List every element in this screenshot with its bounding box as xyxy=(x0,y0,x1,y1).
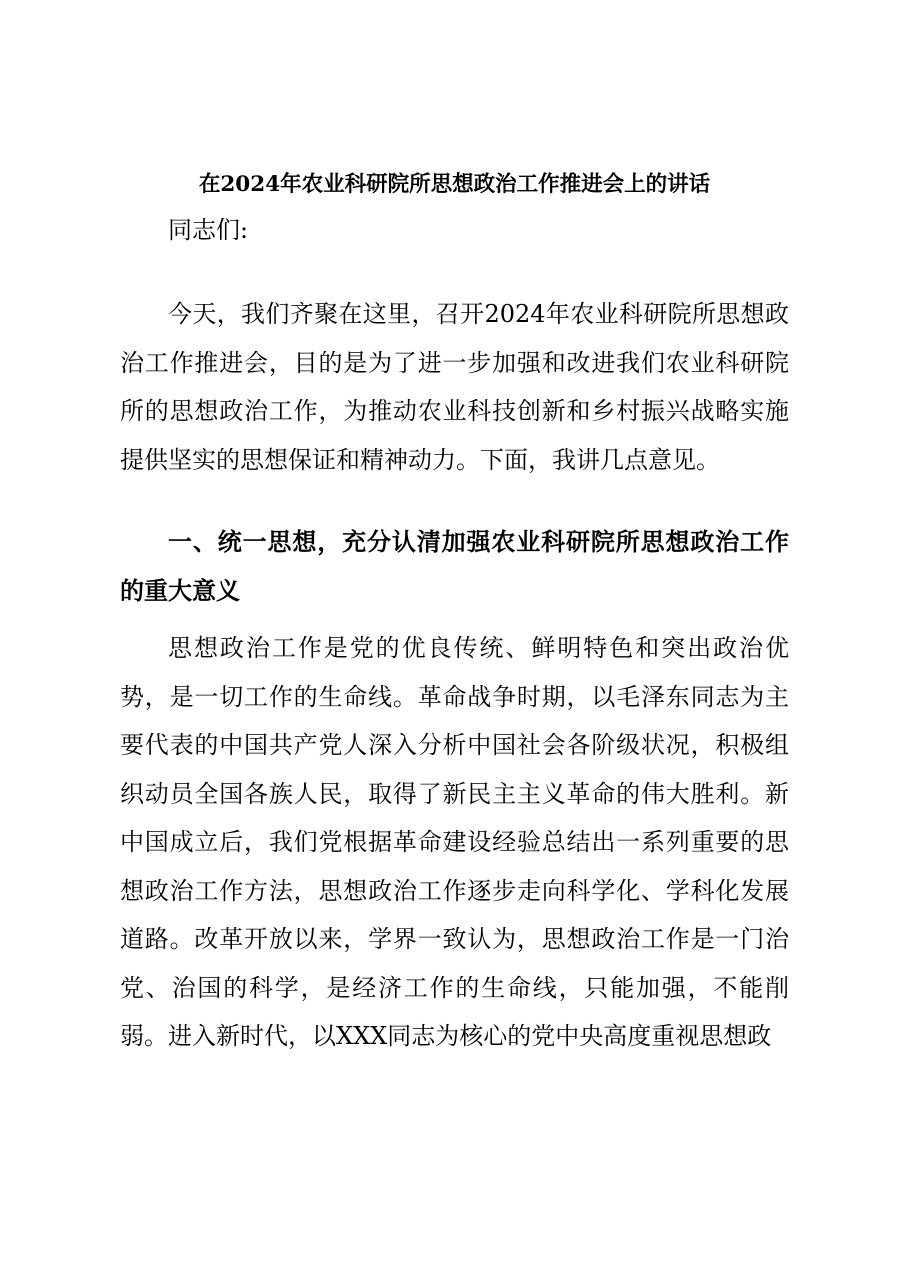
paragraph-history: 思想政治工作是党的优良传统、鲜明特色和突出政治优势，是一切工作的生命线。革命战争时期，以毛泽东同志为主要代表的中国共产党人深入分析中国社会各阶级状况，积极组织动员全国各族人民，取得了新民主主义革命的伟大胜利。新中国成立后，我们党根据革命建设经验总结出一系列重要的思想政治工作方法，思想政治工作逐步走向科学化、学科化发展道路。改革开放以来，学界一致认为，思想政治工作是一门治党、治国的科学，是经济工作的生命线，只能加强，不能削弱。进入新时代，以XXX同志为核心的党中央高度重视思想政 xyxy=(120,634,789,1050)
document-title: 在2024年农业科研院所思想政治工作推进会上的讲话 xyxy=(198,172,711,197)
greeting: 同志们: xyxy=(168,216,249,244)
paragraph-intro: 今天，我们齐聚在这里，召开2024年农业科研院所思想政治工作推进会，目的是为了进一步加强和改进我们农业科研院所的思想政治工作，为推动农业科技创新和乡村振兴战略实施提供坚实的思想保证和精神动力。下面，我讲几点意见。 xyxy=(120,300,789,474)
section-heading-1: 一、统一思想，充分认清加强农业科研院所思想政治工作的重大意义 xyxy=(120,527,789,605)
